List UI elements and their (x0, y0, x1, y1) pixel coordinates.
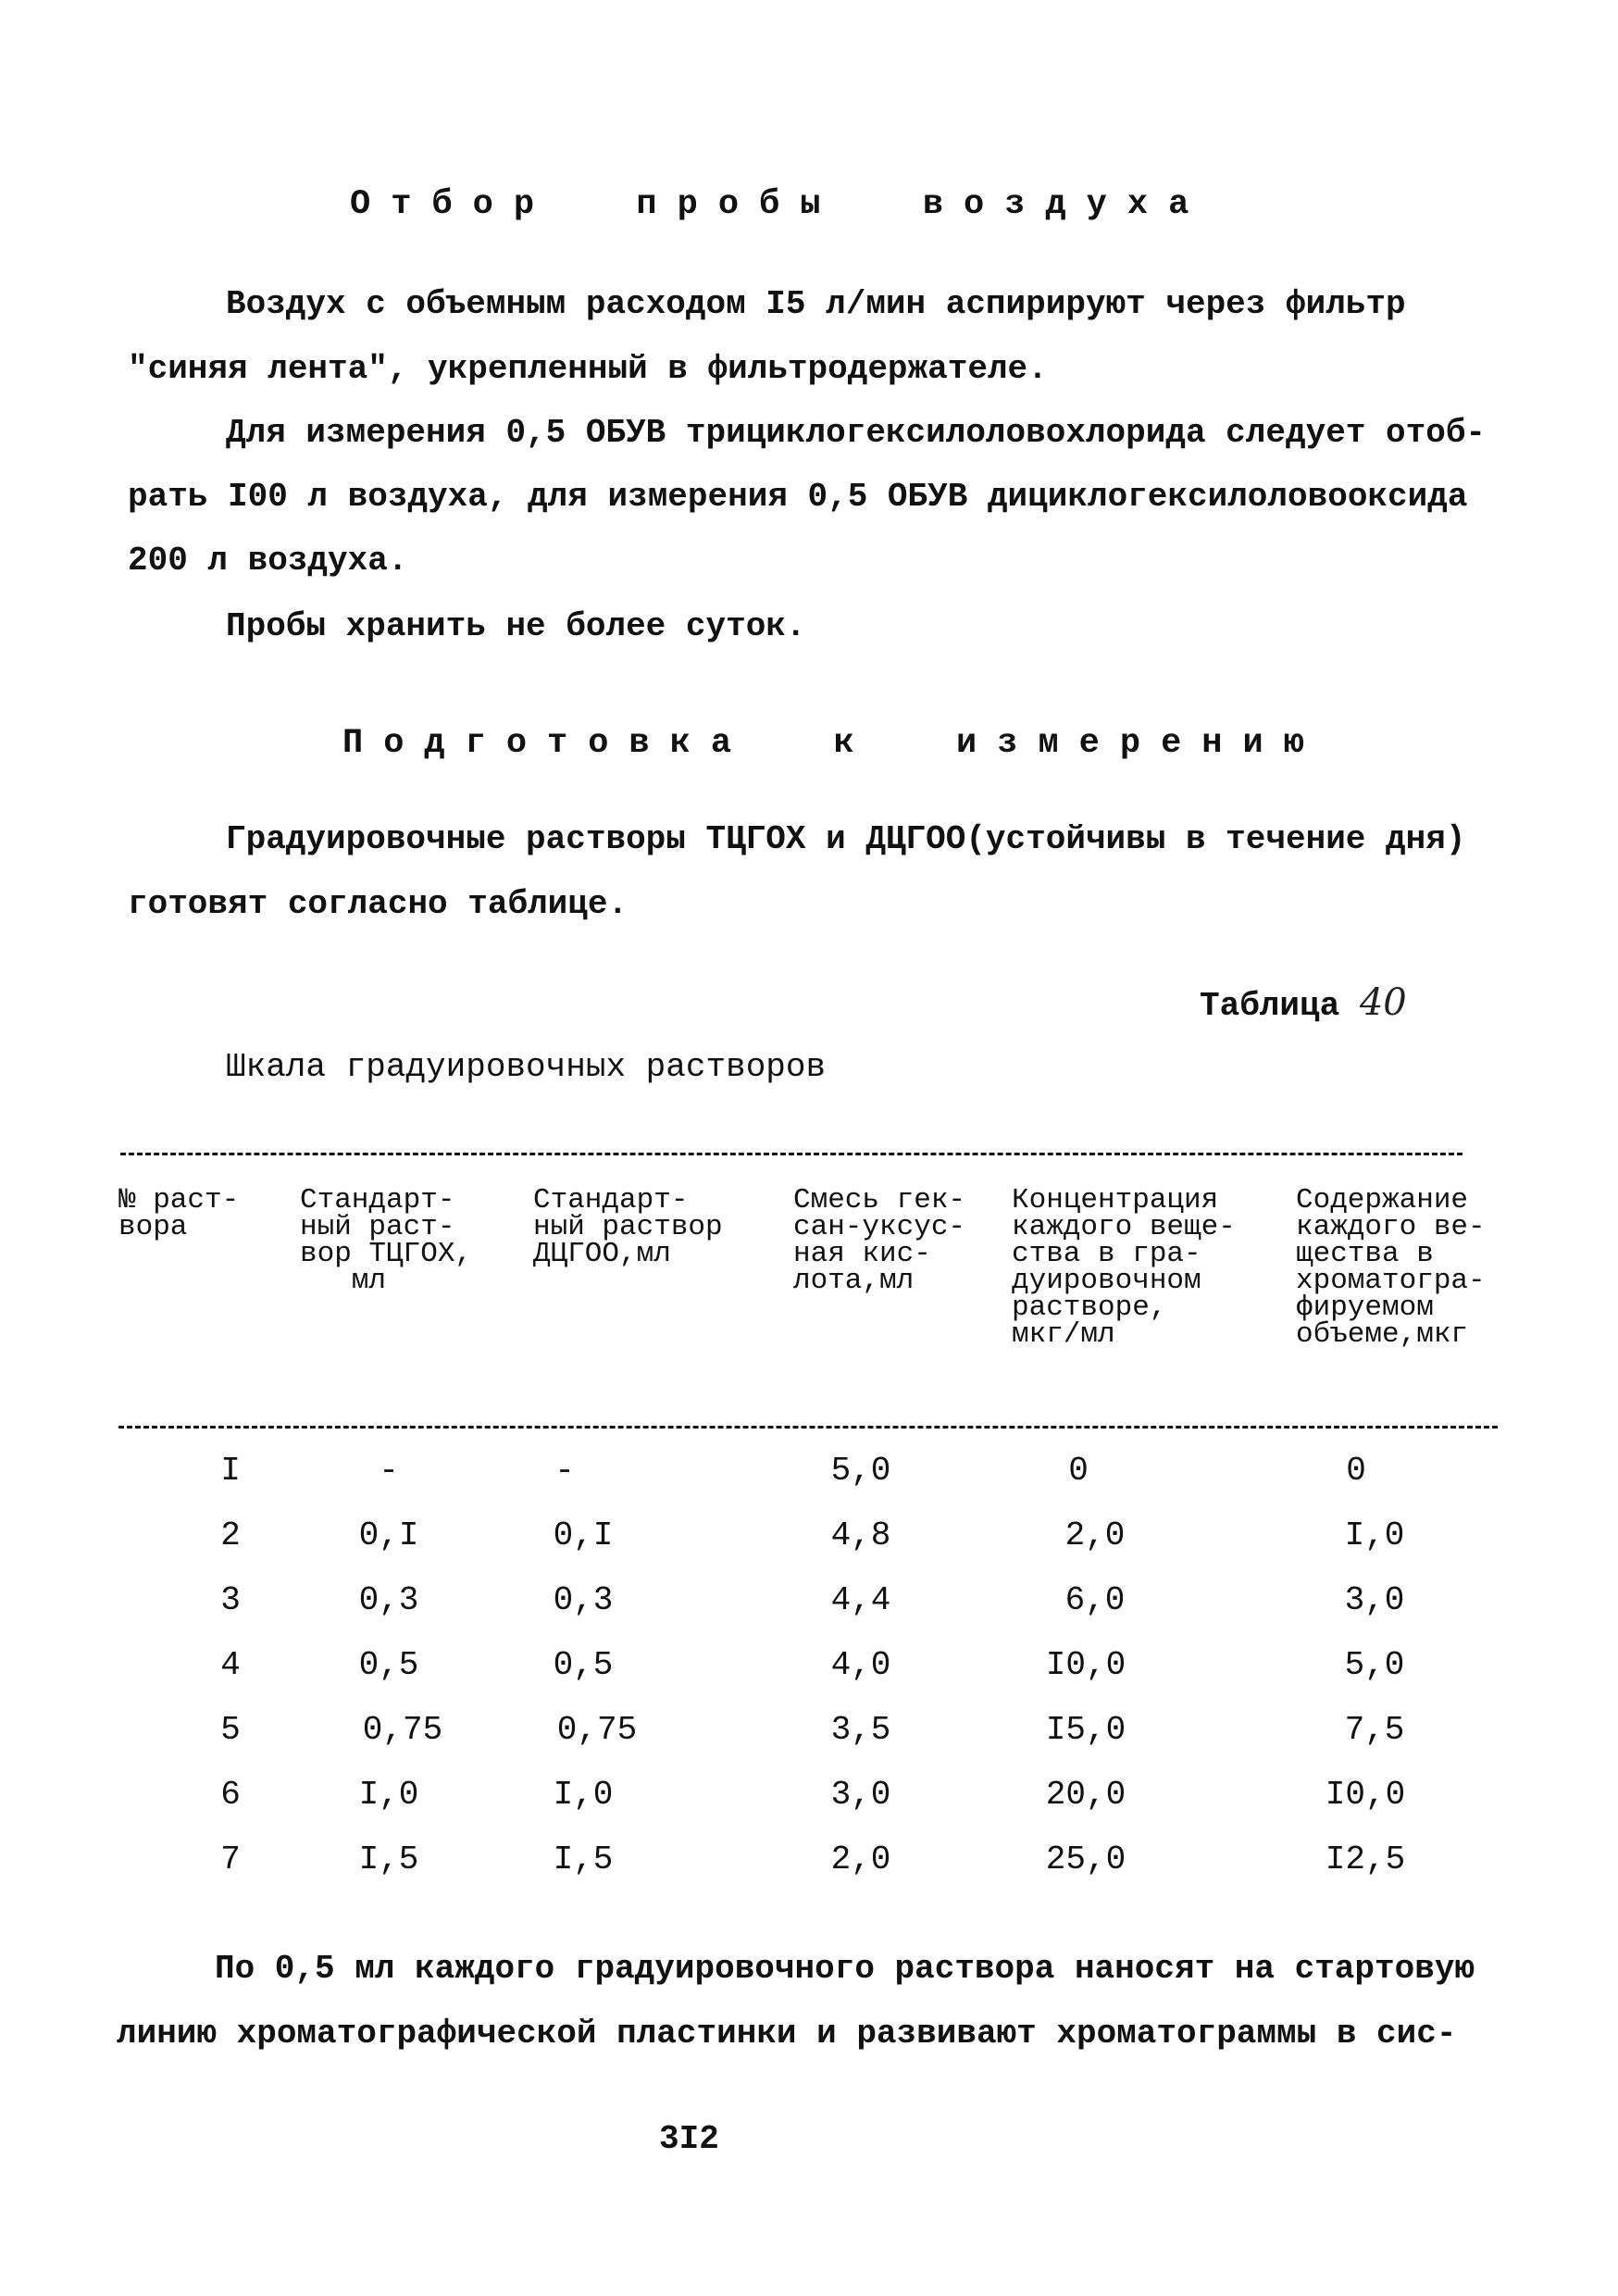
paragraph-line: готовят согласно таблице. (128, 885, 629, 923)
cell-mix: 3,0 (830, 1776, 891, 1814)
cell-dcgoo: - (554, 1452, 575, 1490)
table-label-text: Таблица (1200, 987, 1340, 1025)
table-caption: Шкала градуировочных растворов (226, 1048, 827, 1086)
cell-content: I2,5 (1325, 1841, 1406, 1878)
cell-mix: 2,0 (830, 1841, 891, 1878)
cell-dcgoo: 0,75 (556, 1711, 638, 1749)
cell-content: 3,0 (1344, 1581, 1405, 1619)
cell-mix: 4,4 (830, 1581, 891, 1619)
cell-tcgoh: 0,I (358, 1516, 419, 1554)
table-header-rule (118, 1426, 1498, 1429)
cell-tcgoh: 0,3 (358, 1581, 419, 1619)
column-header-hexane-acetic-mix: Смесь гек- сан-уксус- ная кис- лота,мл (793, 1184, 966, 1297)
table-number-handwritten: 40 (1359, 981, 1407, 1024)
cell-number: 2 (220, 1516, 241, 1554)
cell-concentration: 2,0 (1064, 1516, 1126, 1554)
cell-content: I,0 (1344, 1516, 1405, 1554)
cell-concentration: 25,0 (1045, 1841, 1126, 1878)
cell-mix: 3,5 (830, 1711, 891, 1749)
paragraph-line: "синяя лента", укрепленный в фильтродержателе. (128, 350, 1048, 388)
cell-number: 5 (220, 1711, 241, 1749)
column-header-content: Содержание каждого ве- щества в хроматогра- фируемом объеме,мкг (1296, 1184, 1486, 1351)
column-header-standard-tcgoh: Стандарт- ный раст- вор ТЦГОХ, мл (300, 1184, 473, 1297)
paragraph-line: Пробы хранить не более суток. (226, 607, 806, 645)
cell-content: 7,5 (1344, 1711, 1405, 1749)
cell-mix: 4,8 (830, 1516, 891, 1554)
paragraph-line: По 0,5 мл каждого градуировочного раствора наносят на стартовую (215, 1950, 1475, 1988)
column-header-standard-dcgoo: Стандарт- ный раствор ДЦГОО,мл (533, 1184, 723, 1270)
cell-content: 0 (1346, 1452, 1366, 1490)
cell-concentration: 6,0 (1064, 1581, 1126, 1619)
paragraph-line: Воздух с объемным расходом I5 л/мин аспирируют через фильтр (226, 285, 1406, 323)
cell-dcgoo: I,5 (553, 1841, 614, 1878)
cell-number: 4 (220, 1646, 241, 1684)
cell-dcgoo: 0,I (553, 1516, 614, 1554)
cell-mix: 5,0 (830, 1452, 891, 1490)
column-header-concentration: Концентрация каждого веще- ства в гра- дуировочном растворе, мкг/мл (1012, 1184, 1236, 1351)
column-header-solution-number: № раст- вора (118, 1184, 240, 1243)
cell-dcgoo: 0,3 (553, 1581, 614, 1619)
cell-number: 6 (220, 1776, 241, 1814)
paragraph-line: линию хроматографической пластинки и развивают хроматограммы в сис- (117, 2015, 1457, 2053)
cell-concentration: I0,0 (1045, 1646, 1126, 1684)
table-top-rule (120, 1153, 1462, 1155)
cell-tcgoh: 0,75 (362, 1711, 443, 1749)
cell-tcgoh: I,0 (358, 1776, 419, 1814)
paragraph-line: рать I00 л воздуха, для измерения 0,5 ОБУВ дициклогексилоловооксида (128, 478, 1468, 516)
paragraph-line: Градуировочные растворы ТЦГОХ и ДЦГОО(устойчивы в течение дня) (226, 820, 1466, 858)
cell-number: 7 (220, 1841, 241, 1878)
cell-concentration: 0 (1068, 1452, 1089, 1490)
table-label (1200, 981, 1407, 1025)
cell-tcgoh: I,5 (358, 1841, 419, 1878)
page-number: 3I2 (659, 2120, 719, 2158)
paragraph-line: Для измерения 0,5 ОБУВ трициклогексилоловохлорида следует отоб- (226, 414, 1487, 452)
cell-number: 3 (220, 1581, 241, 1619)
paragraph-line: 200 л воздуха. (128, 542, 408, 580)
section-heading-preparation: Подготовка к измерению (342, 724, 1325, 763)
cell-number: I (220, 1452, 241, 1490)
cell-concentration: I5,0 (1045, 1711, 1126, 1749)
cell-concentration: 20,0 (1045, 1776, 1126, 1814)
section-heading-air-sampling: Отбор пробы воздуха (350, 185, 1210, 224)
cell-mix: 4,0 (830, 1646, 891, 1684)
cell-tcgoh: 0,5 (358, 1646, 419, 1684)
cell-content: 5,0 (1344, 1646, 1405, 1684)
cell-content: I0,0 (1325, 1776, 1406, 1814)
cell-dcgoo: I,0 (553, 1776, 614, 1814)
cell-dcgoo: 0,5 (553, 1646, 614, 1684)
cell-tcgoh: - (379, 1452, 399, 1490)
